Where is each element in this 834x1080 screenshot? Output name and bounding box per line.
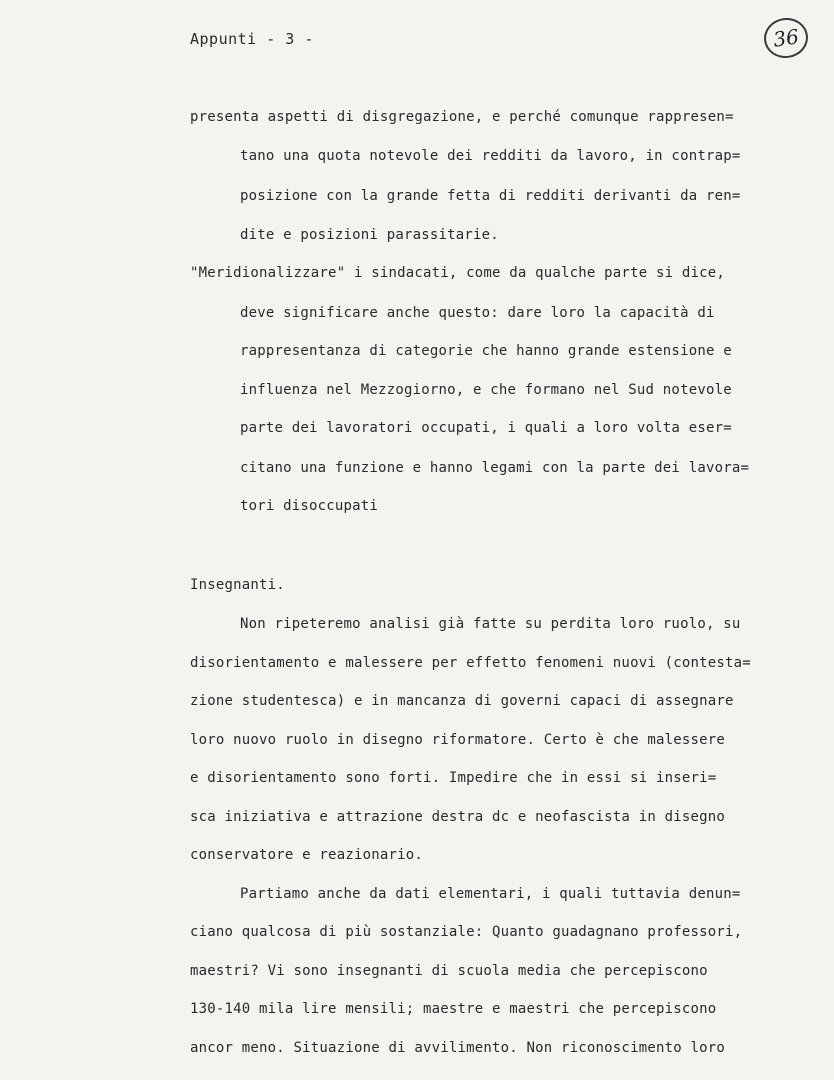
- text-line: zione studentesca) e in mancanza di governi capaci di assegnare: [190, 693, 734, 709]
- text-line: Partiamo anche da dati elementari, i quali tuttavia denun=: [240, 886, 741, 902]
- text-line: 130-140 mila lire mensili; maestre e maestri che percepiscono: [190, 1001, 717, 1017]
- text-line: conservatore e reazionario.: [190, 847, 423, 863]
- text-line: ancor meno. Situazione di avvilimento. Non riconoscimento loro: [190, 1040, 725, 1056]
- text-line: Non ripeteremo analisi già fatte su perdita loro ruolo, su: [240, 616, 741, 632]
- text-line: dite e posizioni parassitarie.: [240, 227, 499, 243]
- text-line: maestri? Vi sono insegnanti di scuola media che percepiscono: [190, 963, 708, 979]
- text-line: posizione con la grande fetta di redditi derivanti da ren=: [240, 188, 741, 204]
- text-line: presenta aspetti di disgregazione, e perché comunque rappresen=: [190, 109, 734, 125]
- text-line: influenza nel Mezzogiorno, e che formano nel Sud notevole: [240, 382, 732, 398]
- text-line: rappresentanza di categorie che hanno grande estensione e: [240, 343, 732, 359]
- text-line: sca iniziativa e attrazione destra dc e neofascista in disegno: [190, 809, 725, 825]
- text-line: loro nuovo ruolo in disegno riformatore. Certo è che malessere: [190, 732, 725, 748]
- page-number-stamp: 36: [761, 15, 810, 61]
- text-line: deve significare anche questo: dare loro la capacità di: [240, 305, 715, 321]
- text-line: "Meridionalizzare" i sindacati, come da qualche parte si dice,: [190, 265, 725, 281]
- text-line: tori disoccupati: [240, 498, 379, 514]
- section-heading: Insegnanti.: [190, 577, 285, 593]
- text-line: parte dei lavoratori occupati, i quali a loro volta eser=: [240, 420, 732, 436]
- text-line: e disorientamento sono forti. Impedire che in essi si inseri=: [190, 770, 717, 786]
- text-line: citano una funzione e hanno legami con la parte dei lavora=: [240, 460, 750, 476]
- text-line: tano una quota notevole dei redditi da lavoro, in contrap=: [240, 148, 741, 164]
- text-line: disorientamento e malessere per effetto fenomeni nuovi (contesta=: [190, 655, 751, 671]
- page-header: Appunti - 3 -: [190, 30, 314, 48]
- text-line: ciano qualcosa di più sostanziale: Quanto guadagnano professori,: [190, 924, 743, 940]
